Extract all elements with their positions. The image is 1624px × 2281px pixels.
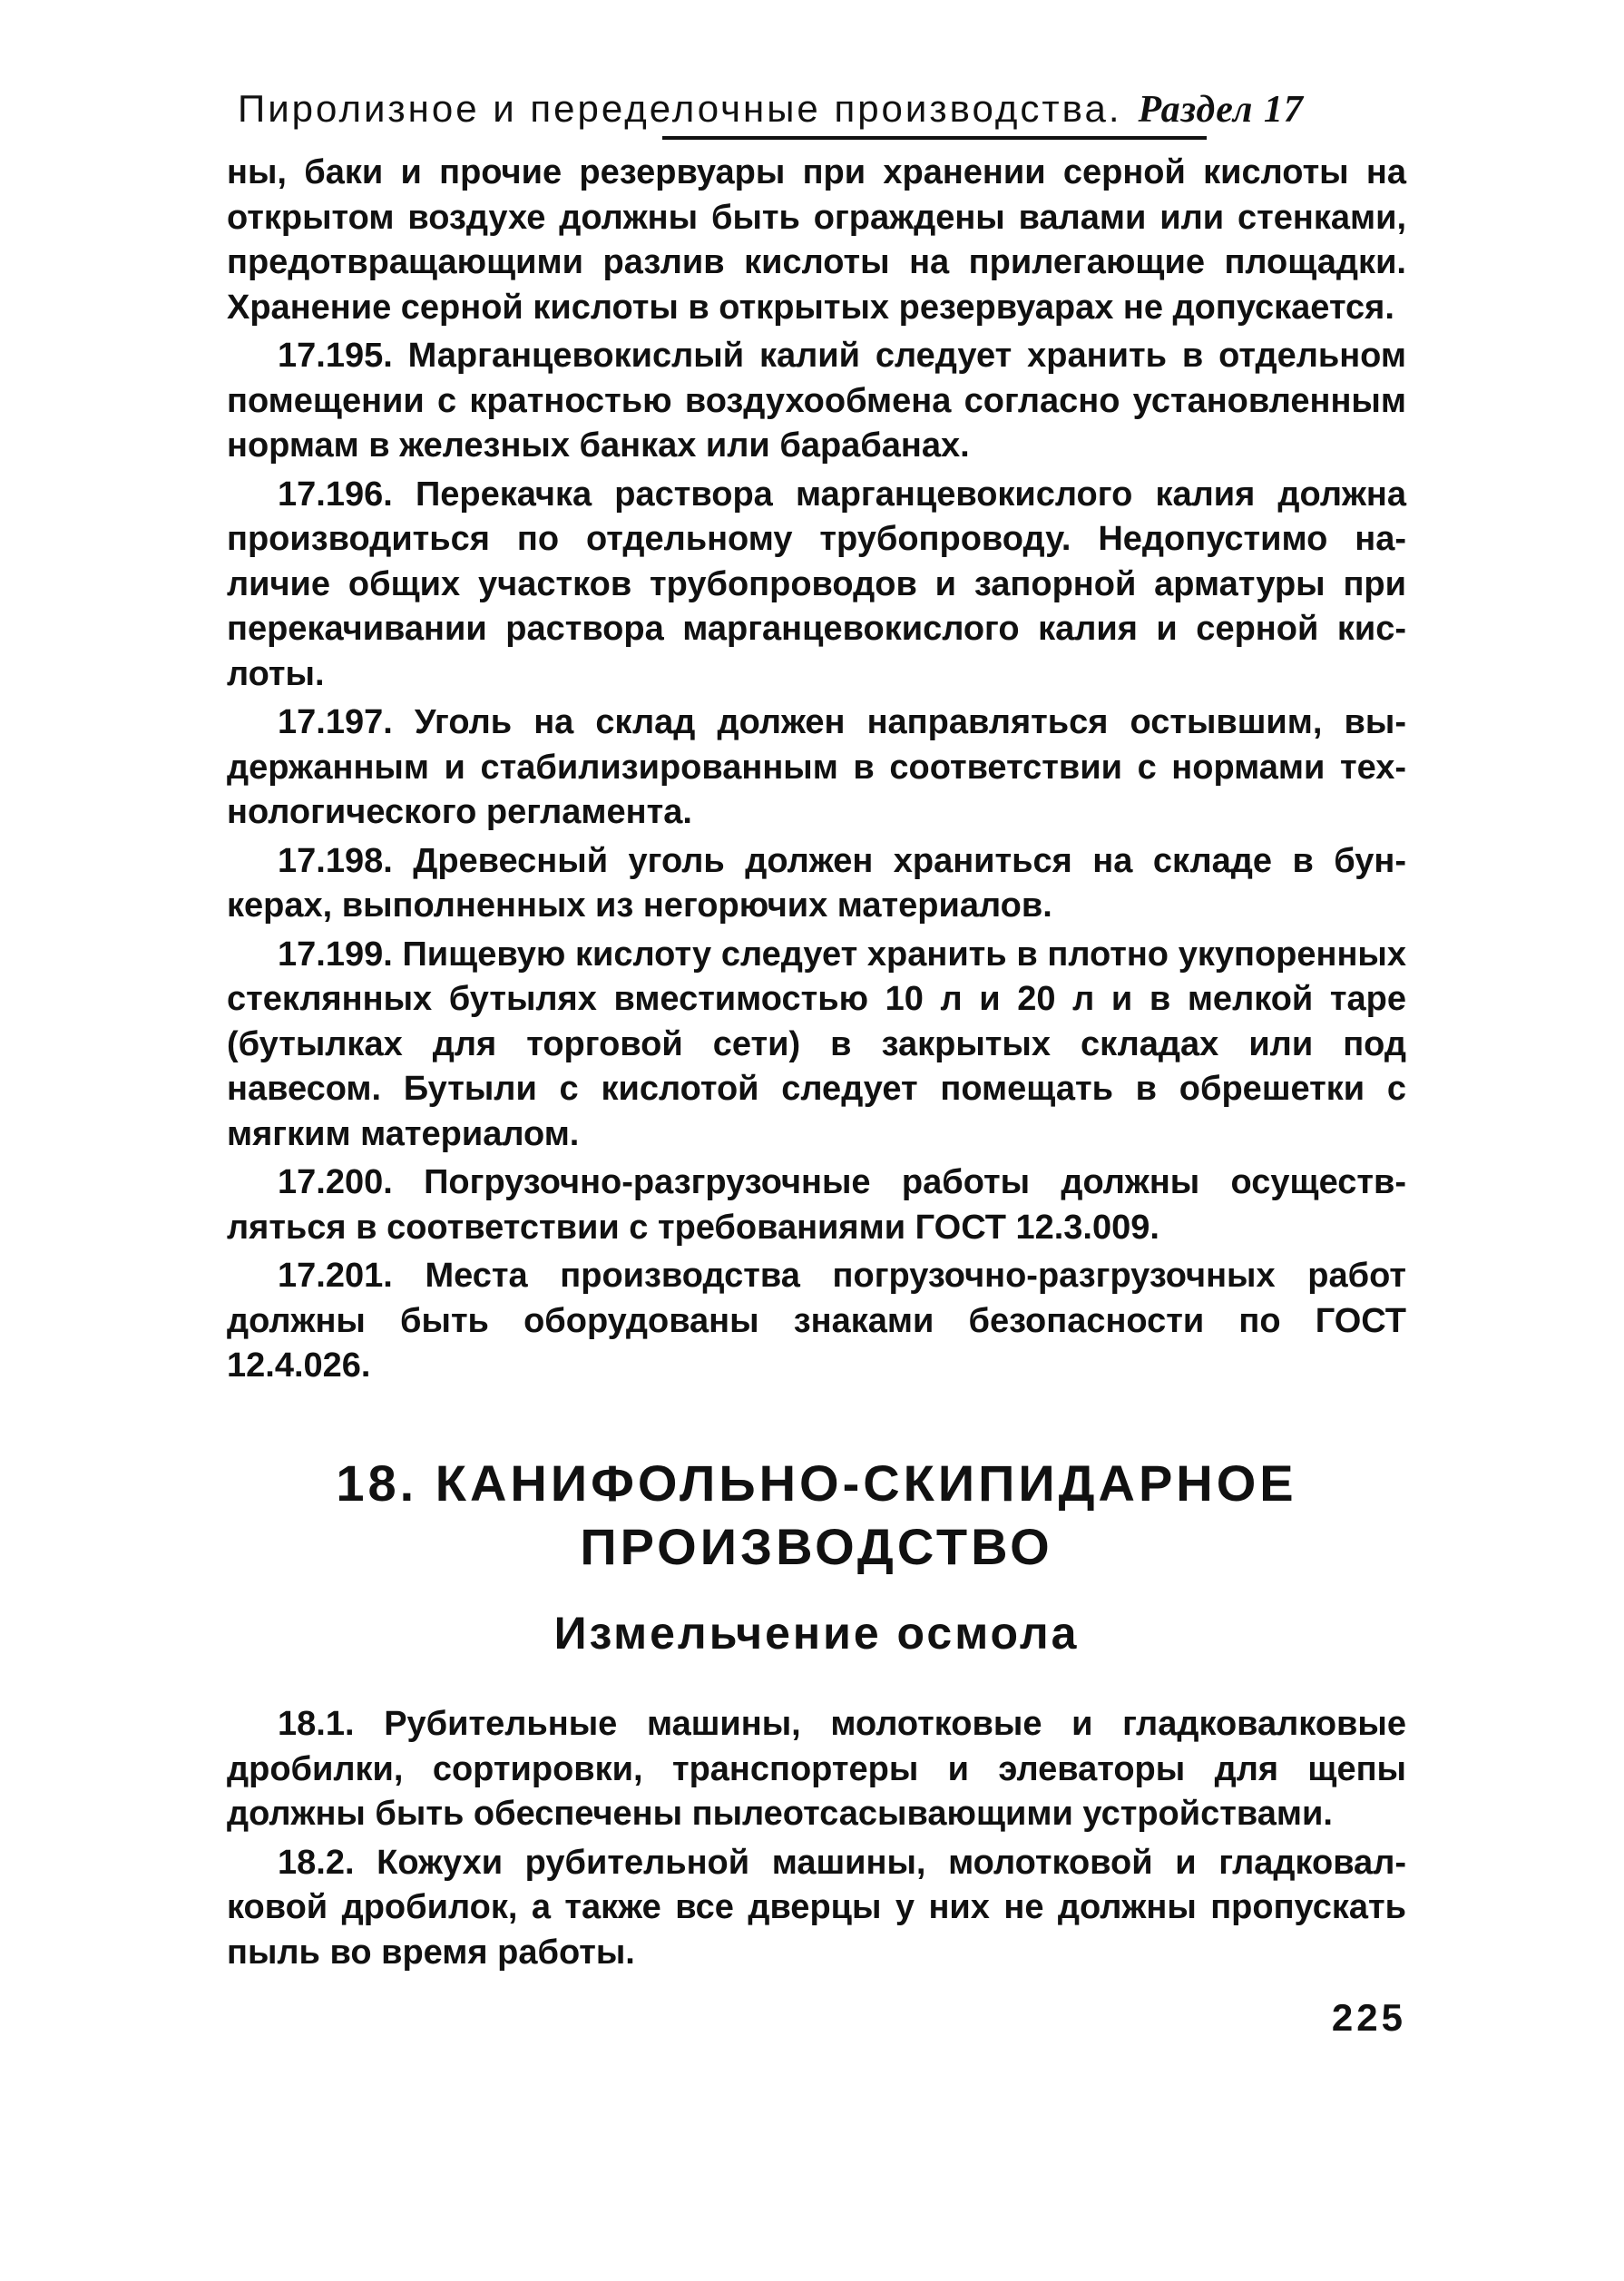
header-rule	[662, 136, 1207, 140]
paragraph-17-201: 17.201. Места производства погрузочно-разгрузочных работ должны быть оборудованы знаками безопасности по ГОСТ 12.4.026.	[227, 1257, 1406, 1385]
chapter-title-line-2: ПРОИЗВОДСТВО	[580, 1518, 1053, 1575]
body-text-section-17	[227, 151, 1406, 1389]
page-number: 225	[1331, 1996, 1406, 2039]
chapter-title	[227, 1452, 1406, 1579]
paragraph-17-200: 17.200. Погрузочно-разгрузочные работы должны осуществляться в соответствии с требованиями ГОСТ 12.3.009.	[227, 1163, 1406, 1247]
running-header	[238, 83, 1408, 135]
subsection-title: Измельчение осмола	[553, 1608, 1080, 1659]
paragraph-continuation: ны, баки и прочие резервуары при хранении серной кислоты на открытом воздухе должны быть ограждены валами или стенками, предотвращающими разлив кислоты на прилегающие площадки. Хранение серной кислоты в открытых резервуарах не допускается.	[227, 153, 1406, 327]
body-text-section-18	[227, 1699, 1406, 1975]
paragraph-18-2: 18.2. Кожухи рубительной машины, молотковой и гладковалковой дробилок, а также все дверцы у них не должны пропускать пыль во время работы.	[227, 1843, 1406, 1972]
paragraph-17-197: 17.197. Уголь на склад должен направляться остывшим, выдержанным и стабилизированным в соответствии с нормами технологического регламента.	[227, 703, 1406, 831]
paragraph-17-196: 17.196. Перекачка раствора марганцевокислого калия должна производиться по отдельному трубопроводу. Недопустимо наличие общих участков трубопроводов и запорной арматуры при перекачивании раствора марганцевокислого калия и серной кислоты.	[227, 475, 1406, 693]
chapter-title-line-1: 18. КАНИФОЛЬНО-СКИПИДАРНОЕ	[336, 1454, 1297, 1512]
running-header-section: Раздел 17	[1138, 89, 1304, 131]
paragraph-17-198: 17.198. Древесный уголь должен храниться на складе в бункерах, выполненных из негорючих материалов.	[227, 841, 1406, 925]
paragraph-17-199: 17.199. Пищевую кислоту следует хранить в плотно укупоренных стеклянных бутылях вместимостью 10 л и 20 л и в мелкой таре (бутылках для торговой сети) в закрытых складах или под навесом. Бутыли с кислотой следует помещать в обрешетки с мягким материалом.	[227, 935, 1406, 1153]
paragraph-17-195: 17.195. Марганцевокислый калий следует хранить в отдельном помещении с кратностью воздухообмена согласно установленным нормам в железных банках или барабанах.	[227, 337, 1406, 465]
paragraph-18-1: 18.1. Рубительные машины, молотковые и гладковалковые дробилки, сортировки, транспортеры и элеваторы для щепы должны быть обеспечены пылеотсасывающими устройствами.	[227, 1705, 1406, 1833]
running-header-title: Пиролизное и переделочные производства.	[238, 87, 1122, 130]
